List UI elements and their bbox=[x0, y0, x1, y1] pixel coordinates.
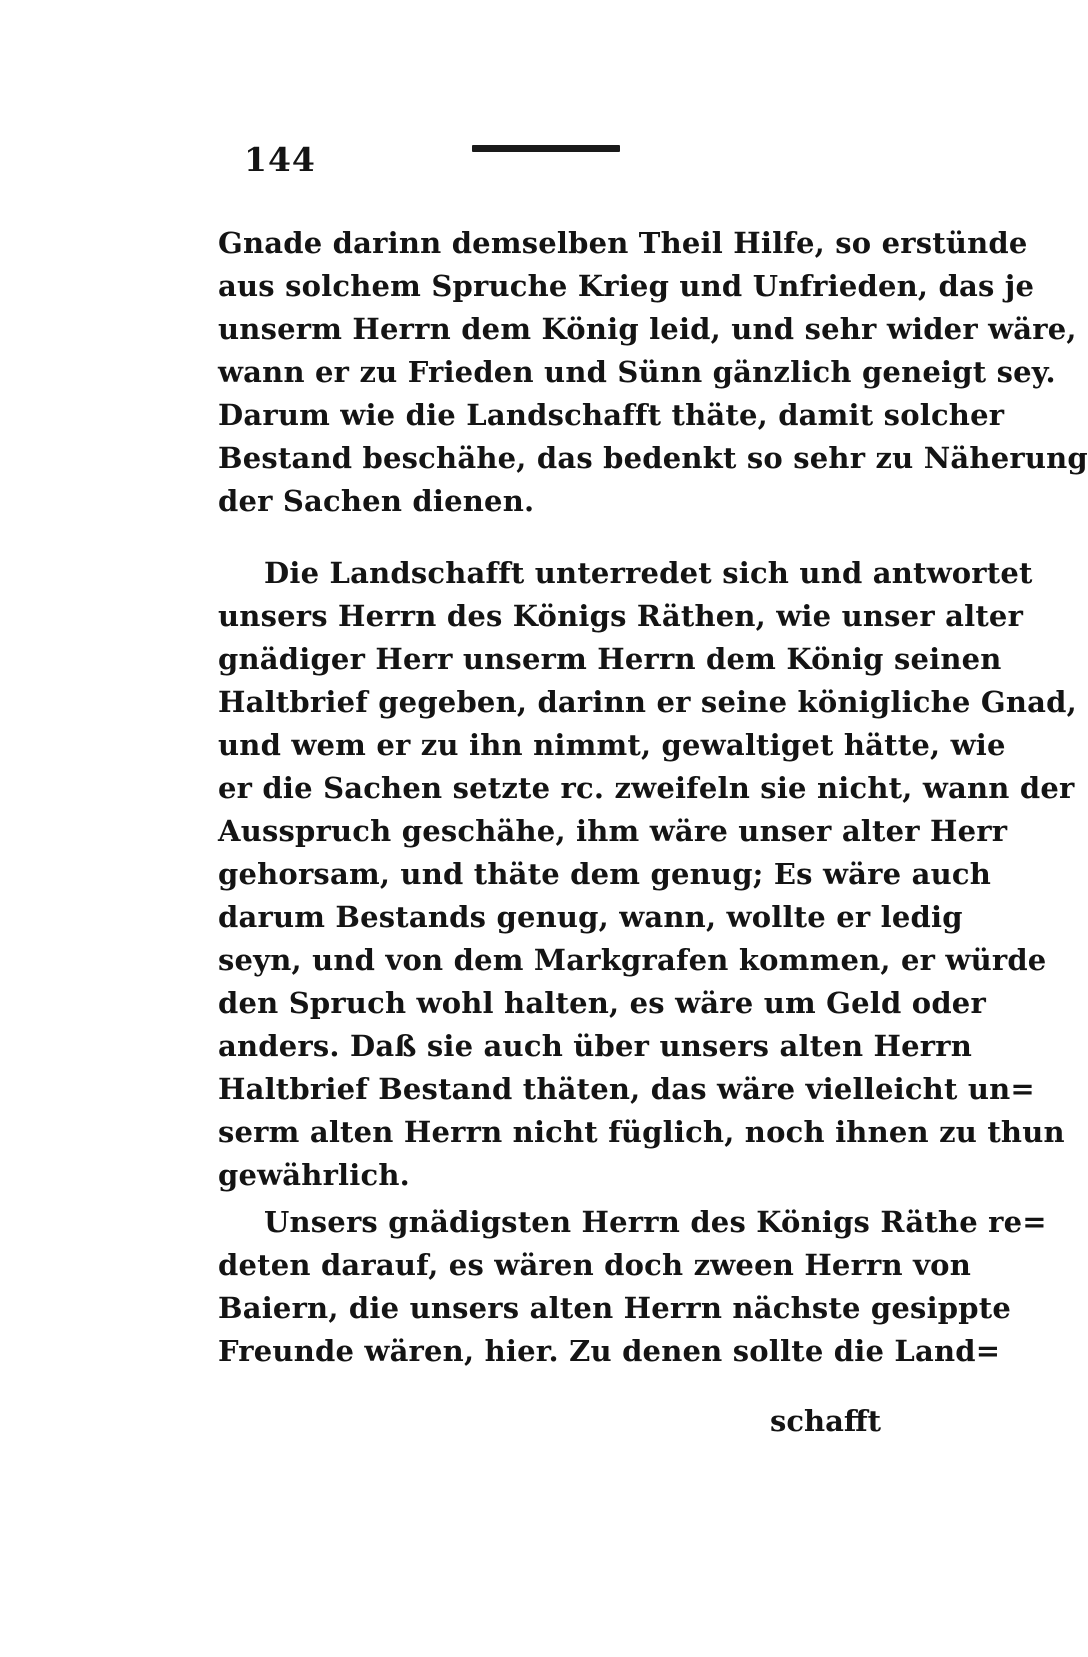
text-line: Haltbrief Bestand thäten, das wäre vielleicht un= bbox=[218, 1072, 1035, 1106]
text-line: Unsers gnädigsten Herrn des Königs Räthe re= bbox=[264, 1205, 1047, 1239]
text-line: Darum wie die Landschafft thäte, damit solcher bbox=[218, 398, 1005, 432]
text-line: Freunde wären, hier. Zu denen sollte die Land= bbox=[218, 1334, 1001, 1368]
text-line: und wem er zu ihn nimmt, gewaltiget hätte, wie bbox=[218, 728, 1006, 762]
paragraph-1 bbox=[218, 222, 1088, 523]
text-line: Baiern, die unsers alten Herrn nächste gesippte bbox=[218, 1291, 1011, 1325]
text-line: Ausspruch geschähe, ihm wäre unser alter Herr bbox=[218, 814, 1008, 848]
text-line: unserm Herrn dem König leid, und sehr wider wäre, bbox=[218, 312, 1077, 346]
text-line: Gnade darinn demselben Theil Hilfe, so erstünde bbox=[218, 226, 1028, 260]
text-line: Bestand beschähe, das bedenkt so sehr zu Näherung bbox=[218, 441, 1088, 475]
paragraph-3 bbox=[218, 1201, 1047, 1373]
text-line: gehorsam, und thäte dem genug; Es wäre auch bbox=[218, 857, 991, 891]
text-line: aus solchem Spruche Krieg und Unfrieden, das je bbox=[218, 269, 1035, 303]
text-line: er die Sachen setzte rc. zweifeln sie nicht, wann der bbox=[218, 771, 1075, 805]
text-line: deten darauf, es wären doch zween Herrn von bbox=[218, 1248, 971, 1282]
text-line: gewährlich. bbox=[218, 1158, 410, 1192]
text-line: der Sachen dienen. bbox=[218, 484, 535, 518]
paragraph-2 bbox=[218, 552, 1077, 1197]
text-line: seyn, und von dem Markgrafen kommen, er würde bbox=[218, 943, 1047, 977]
text-line: den Spruch wohl halten, es wäre um Geld oder bbox=[218, 986, 986, 1020]
header-rule bbox=[472, 145, 620, 152]
text-line: wann er zu Frieden und Sünn gänzlich geneigt sey. bbox=[218, 355, 1056, 389]
text-line: darum Bestands genug, wann, wollte er ledig bbox=[218, 900, 963, 934]
text-line: Haltbrief gegeben, darinn er seine königliche Gnad, bbox=[218, 685, 1077, 719]
page-number: 144 bbox=[244, 140, 316, 179]
catchword: schafft bbox=[770, 1404, 882, 1438]
text-line: anders. Daß sie auch über unsers alten Herrn bbox=[218, 1029, 973, 1063]
text-line: Die Landschafft unterredet sich und antwortet bbox=[264, 556, 1033, 590]
text-line: gnädiger Herr unserm Herrn dem König seinen bbox=[218, 642, 1002, 676]
text-line: unsers Herrn des Königs Räthen, wie unser alter bbox=[218, 599, 1024, 633]
text-line: serm alten Herrn nicht füglich, noch ihnen zu thun bbox=[218, 1115, 1065, 1149]
